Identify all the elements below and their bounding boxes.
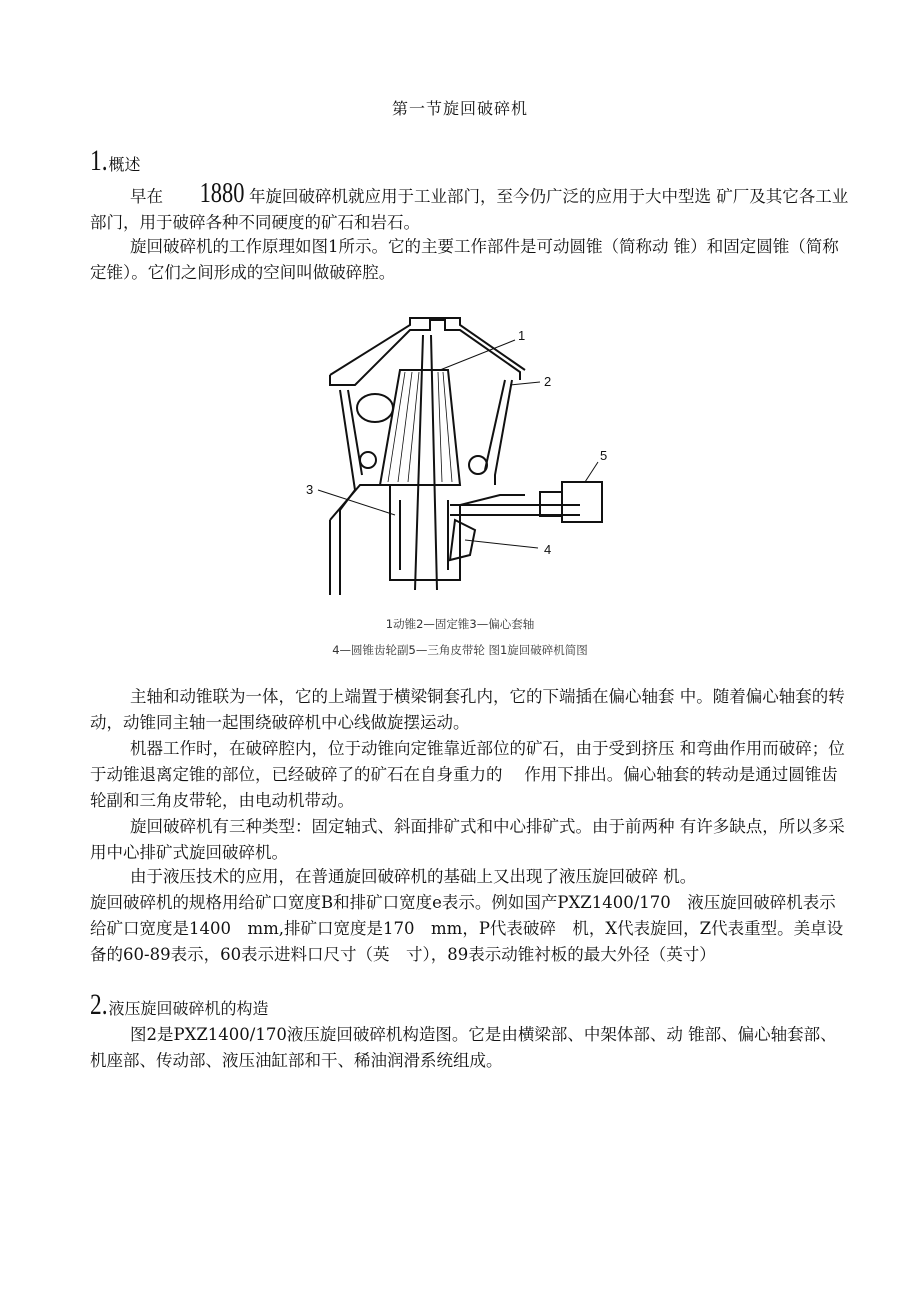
section-number: 2. — [90, 988, 108, 1021]
section-heading-overview — [90, 146, 141, 176]
fixed-cone-right — [495, 380, 512, 485]
section-label: 液压旋回破碎机的构造 — [108, 999, 269, 1018]
bevel-gear — [450, 520, 475, 560]
crusher-diagram — [300, 310, 630, 600]
drive-shaft — [450, 505, 580, 515]
main-shaft — [415, 335, 437, 590]
leader-line-5 — [585, 462, 598, 482]
eccentric-sleeve — [400, 500, 448, 570]
leader-line-2 — [510, 382, 540, 385]
rock — [469, 456, 487, 474]
figure-caption-line1: 1动锥2—固定锥3—偏心套轴 — [385, 617, 535, 631]
rock — [357, 394, 393, 422]
figure-label-3: 3 — [306, 482, 314, 497]
year-text: 1880 — [199, 178, 245, 209]
section-heading-structure — [90, 990, 269, 1020]
crossbeam-top-line — [330, 318, 525, 375]
page-title: 第一节旋回破碎机 — [391, 99, 528, 118]
leader-line-4 — [465, 540, 538, 548]
fixed-cone-right-inner — [485, 380, 505, 470]
paragraph-text: 早在 — [130, 187, 163, 206]
paragraph-hydraulic: 由于液压技术的应用，在普通旋回破碎机的基础上又出现了液压旋回破碎 机。 — [130, 867, 697, 886]
figure-label-2: 2 — [544, 374, 552, 389]
figure-caption-line2: 4—圆锥齿轮副5—三角皮带轮 图1旋回破碎机简图 — [332, 643, 588, 657]
leader-line-3 — [318, 490, 395, 515]
paragraph-working: 机器工作时，在破碎腔内，位于动锥向定锥靠近部位的矿石，由于受到挤压 和弯曲作用而破碎；位于动锥退离定锥的部位，已经破碎了的矿石在自身重力的 作用下排出。偏心轴套的转动是通过圆锥齿轮副和三角皮带轮，由电动机带动。 — [90, 739, 845, 810]
paragraph-structure: 图2是PXZ1400/170液压旋回破碎机构造图。它是由横梁部、中架体部、动 锥部、偏心轴套部、机座部、传动部、液压油缸部和干、稀油润滑系统组成。 — [90, 1025, 837, 1070]
section-number: 1. — [90, 144, 108, 177]
rock — [360, 452, 376, 468]
crossbeam-line — [330, 320, 520, 385]
figure-label-5: 5 — [600, 448, 608, 463]
paragraph-text: 年旋回破碎机就应用于工业部门，至今仍广泛的应用于大中型选 矿厂及其它各工业部门，用于破碎各种不同硬度的矿石和岩石。 — [90, 187, 849, 232]
section-label: 概述 — [108, 155, 141, 174]
paragraph-principle: 旋回破碎机的工作原理如图1所示。它的主要工作部件是可动圆锥（简称动 锥）和固定圆锥（简称定锥）。它们之间形成的空间叫做破碎腔。 — [90, 237, 839, 282]
figure-label-4: 4 — [544, 542, 552, 557]
paragraph-types: 旋回破碎机有三种类型：固定轴式、斜面排矿式和中心排矿式。由于前两种 有许多缺点，所以多采用中心排矿式旋回破碎机。 — [90, 817, 845, 862]
paragraph-intro — [90, 180, 850, 236]
figure-label-1: 1 — [518, 328, 526, 343]
paragraph-spec: 旋回破碎机的规格用给矿口宽度B和排矿口宽度e表示。例如国产PXZ1400/170 液压旋回破碎机表示给矿口宽度是1400 mm,排矿口宽度是170 mm，P代表破碎 机，X代表旋回，Z代表重型。美卓设备的60-89表示，60表示进料口尺寸（英 寸），89表示动锥衬板的最大外径（英寸） — [90, 893, 844, 964]
base-frame — [330, 485, 525, 595]
paragraph-shaft: 主轴和动锥联为一体，它的上端置于横梁铜套孔内，它的下端插在偏心轴套 中。随着偏心轴套的转动，动锥同主轴一起围绕破碎机中心线做旋摆运动。 — [90, 687, 845, 732]
